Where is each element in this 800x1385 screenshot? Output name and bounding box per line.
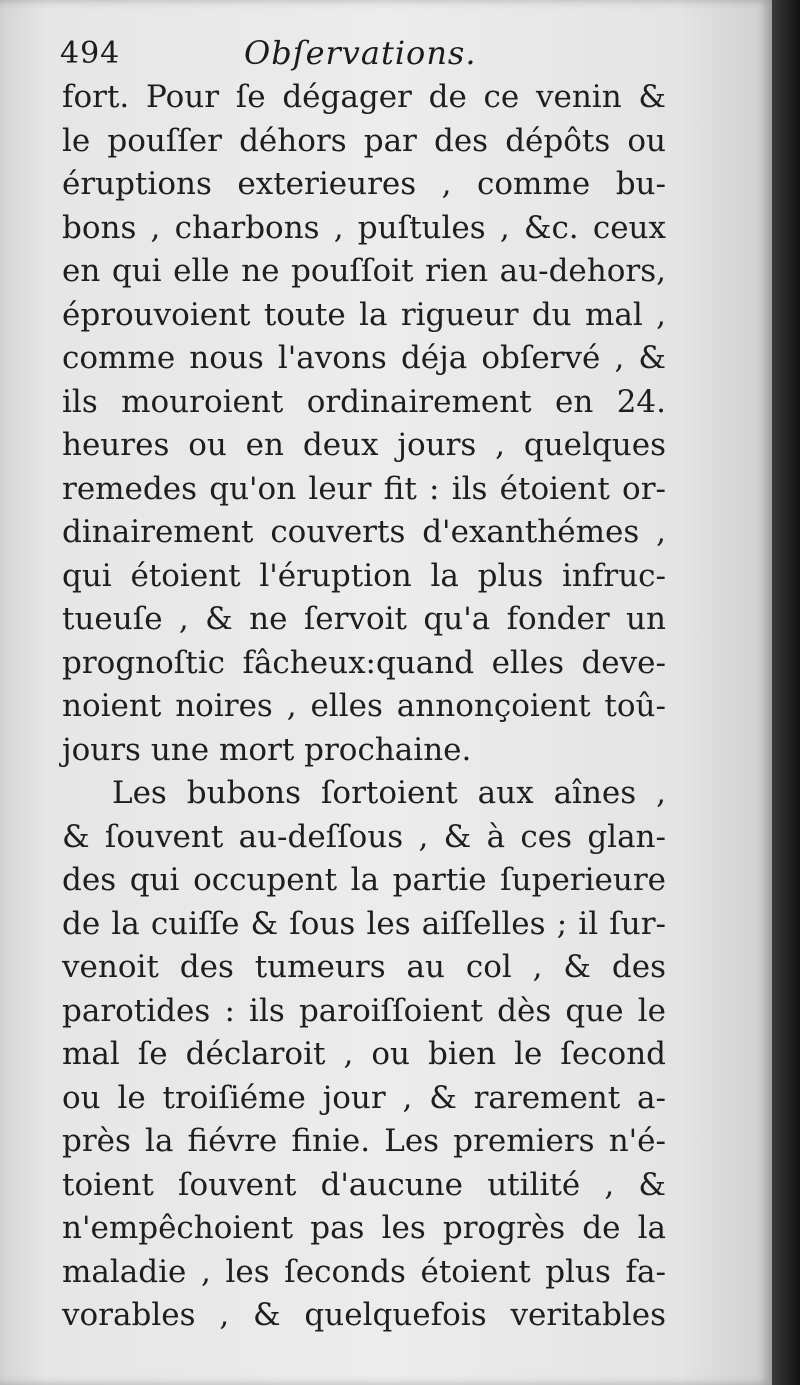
text-line: le pouſſer déhors par des dépôts ou bbox=[62, 122, 666, 159]
text-line: n'empêchoient pas les progrès de la bbox=[62, 1210, 666, 1246]
text-line: en qui elle ne pouſſoit rien au-dehors, bbox=[62, 253, 666, 289]
scan-edge bbox=[772, 0, 800, 1385]
text-line: éruptions exterieures , comme bu- bbox=[62, 166, 666, 202]
text-line: vorables , & quelquefois veritables bbox=[62, 1297, 666, 1333]
text-line: venoit des tumeurs au col , & des bbox=[62, 949, 666, 985]
body-text bbox=[62, 76, 666, 1338]
page-header bbox=[60, 28, 680, 76]
text-line: fort. Pour ſe dégager de ce venin & bbox=[62, 79, 666, 115]
text-line: & ſouvent au-deſſous , & à ces glan- bbox=[62, 818, 666, 855]
text-line: de la cuiſſe & ſous les aiſſelles ; il ſur- bbox=[62, 905, 666, 942]
text-line: maladie , les ſeconds étoient plus fa- bbox=[62, 1253, 666, 1290]
text-line: toient ſouvent d'aucune utilité , & bbox=[62, 1166, 666, 1203]
text-line: comme nous l'avons déja obſervé , & bbox=[62, 340, 666, 376]
paragraph bbox=[62, 76, 666, 772]
text-line: près la fiévre finie. Les premiers n'é- bbox=[62, 1123, 666, 1159]
text-line: noient noires , elles annonçoient toû- bbox=[62, 688, 666, 724]
text-line: Les bubons ſortoient aux aînes , bbox=[112, 775, 666, 811]
text-line: tueuſe , & ne ſervoit qu'a fonder un bbox=[62, 601, 666, 637]
text-line: dinairement couverts d'exanthémes , bbox=[62, 514, 666, 550]
text-line: bons , charbons , puſtules , &c. ceux bbox=[62, 209, 666, 246]
text-line: qui étoient l'éruption la plus infruc- bbox=[62, 557, 666, 594]
text-line: éprouvoient toute la rigueur du mal , bbox=[62, 296, 666, 333]
text-line: des qui occupent la partie ſuperieure bbox=[62, 862, 666, 898]
text-line: ils mouroient ordinairement en 24. bbox=[62, 383, 666, 420]
text-line: parotides : ils paroiſſoient dès que le bbox=[62, 992, 666, 1029]
text-line: ou le troiſiéme jour , & rarement a- bbox=[62, 1079, 666, 1116]
text-line: mal ſe déclaroit , ou bien le ſecond bbox=[62, 1036, 666, 1072]
text-line: jours une mort prochaine. bbox=[62, 731, 472, 768]
text-line: prognoſtic fâcheux:quand elles deve- bbox=[62, 644, 666, 681]
running-title: Obſervations. bbox=[244, 34, 477, 72]
text-line: remedes qu'on leur fit : ils étoient or- bbox=[62, 470, 666, 507]
paragraph bbox=[62, 772, 666, 1338]
page-number: 494 bbox=[60, 36, 121, 71]
text-line: heures ou en deux jours , quelques bbox=[62, 427, 666, 463]
